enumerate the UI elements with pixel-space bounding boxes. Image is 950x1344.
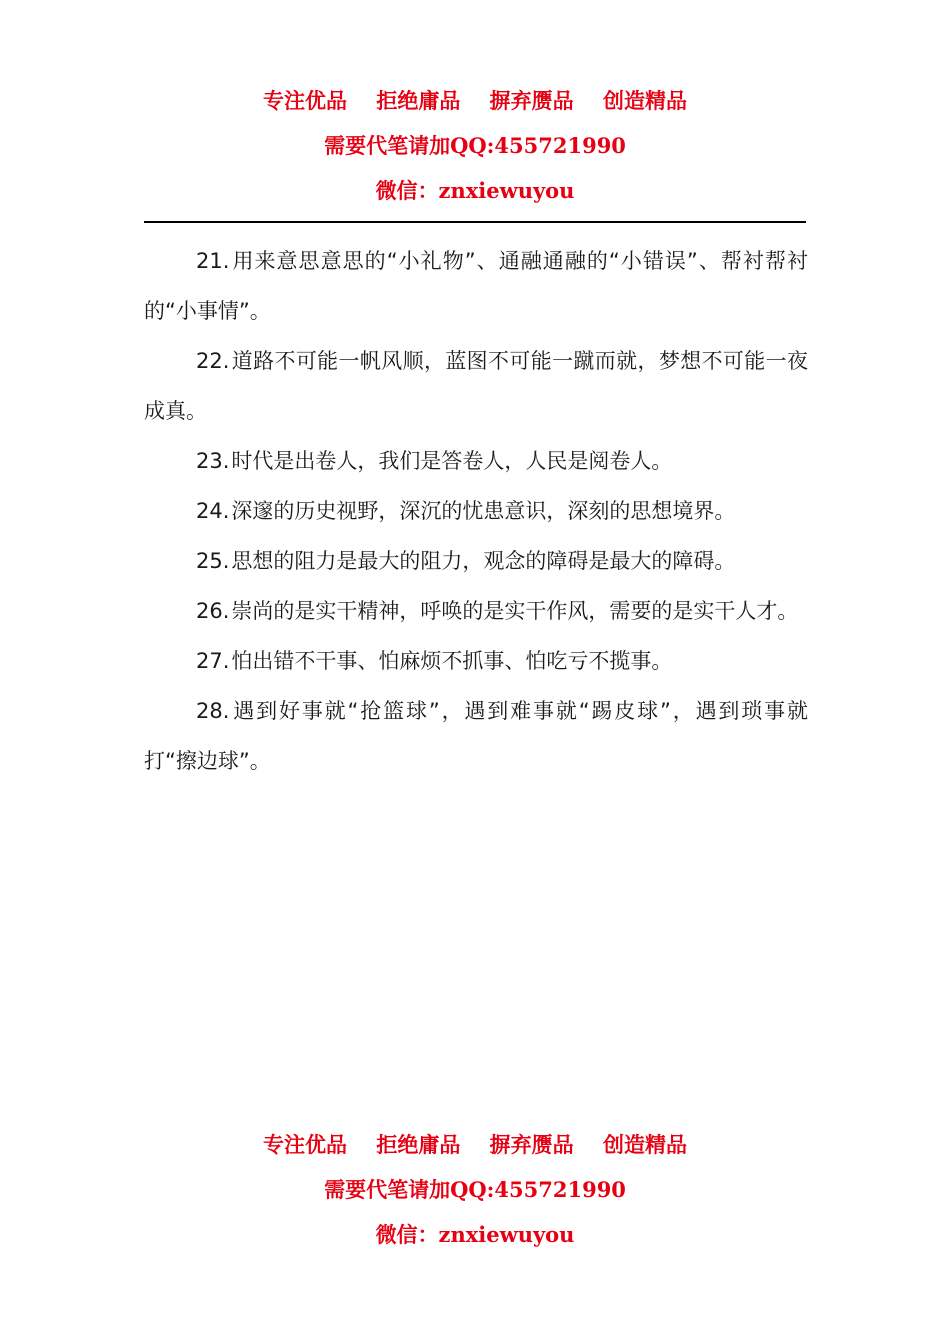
item-text: 怕出错不干事、怕麻烦不抓事、怕吃亏不揽事。 bbox=[231, 649, 673, 673]
list-item bbox=[144, 486, 808, 536]
list-item bbox=[144, 686, 808, 786]
footer-slogan-4: 创造精品 bbox=[602, 1132, 687, 1157]
list-item bbox=[144, 436, 808, 486]
header-contact-qq: 需要代笔请加QQ:455721990 bbox=[324, 133, 626, 158]
list-item bbox=[144, 636, 808, 686]
list-item bbox=[144, 336, 808, 436]
item-text: 遇到好事就“抢篮球”，遇到难事就“踢皮球”，遇到琐事就打“擦边球”。 bbox=[144, 699, 808, 773]
main-content bbox=[144, 236, 808, 786]
item-text: 崇尚的是实干精神，呼唤的是实干作风，需要的是实干人才。 bbox=[231, 599, 799, 623]
footer-slogan-3: 摒弃赝品 bbox=[489, 1132, 574, 1157]
item-number: 23. bbox=[196, 449, 230, 473]
list-item bbox=[144, 236, 808, 336]
header-slogans bbox=[0, 86, 950, 116]
header-slogan-4: 创造精品 bbox=[602, 88, 687, 113]
footer-slogan-2: 拒绝庸品 bbox=[376, 1132, 461, 1157]
header-contact-wechat: 微信：znxiewuyou bbox=[375, 178, 575, 203]
header-slogan-2: 拒绝庸品 bbox=[376, 88, 461, 113]
footer-contact-qq: 需要代笔请加QQ:455721990 bbox=[324, 1177, 626, 1202]
list-item bbox=[144, 536, 808, 586]
item-text: 用来意思意思的“小礼物”、通融通融的“小错误”、帮衬帮衬的“小事情”。 bbox=[144, 249, 808, 323]
header-slogan-1: 专注优品 bbox=[263, 88, 348, 113]
item-number: 21. bbox=[196, 249, 230, 273]
item-number: 27. bbox=[196, 649, 230, 673]
header-slogan-3: 摒弃赝品 bbox=[489, 88, 574, 113]
header-divider bbox=[144, 221, 806, 223]
item-number: 22. bbox=[196, 349, 230, 373]
item-number: 24. bbox=[196, 499, 230, 523]
item-text: 时代是出卷人，我们是答卷人，人民是阅卷人。 bbox=[231, 449, 673, 473]
list-item bbox=[144, 586, 808, 636]
item-number: 25. bbox=[196, 549, 230, 573]
footer-contact-wechat: 微信：znxiewuyou bbox=[375, 1222, 575, 1247]
footer-slogan-1: 专注优品 bbox=[263, 1132, 348, 1157]
item-text: 道路不可能一帆风顺，蓝图不可能一蹴而就，梦想不可能一夜成真。 bbox=[144, 349, 808, 423]
item-text: 深邃的历史视野，深沉的忧患意识，深刻的思想境界。 bbox=[231, 499, 736, 523]
item-text: 思想的阻力是最大的阻力，观念的障碍是最大的障碍。 bbox=[231, 549, 736, 573]
footer-slogans bbox=[0, 1130, 950, 1160]
item-number: 28. bbox=[196, 699, 230, 723]
item-number: 26. bbox=[196, 599, 230, 623]
